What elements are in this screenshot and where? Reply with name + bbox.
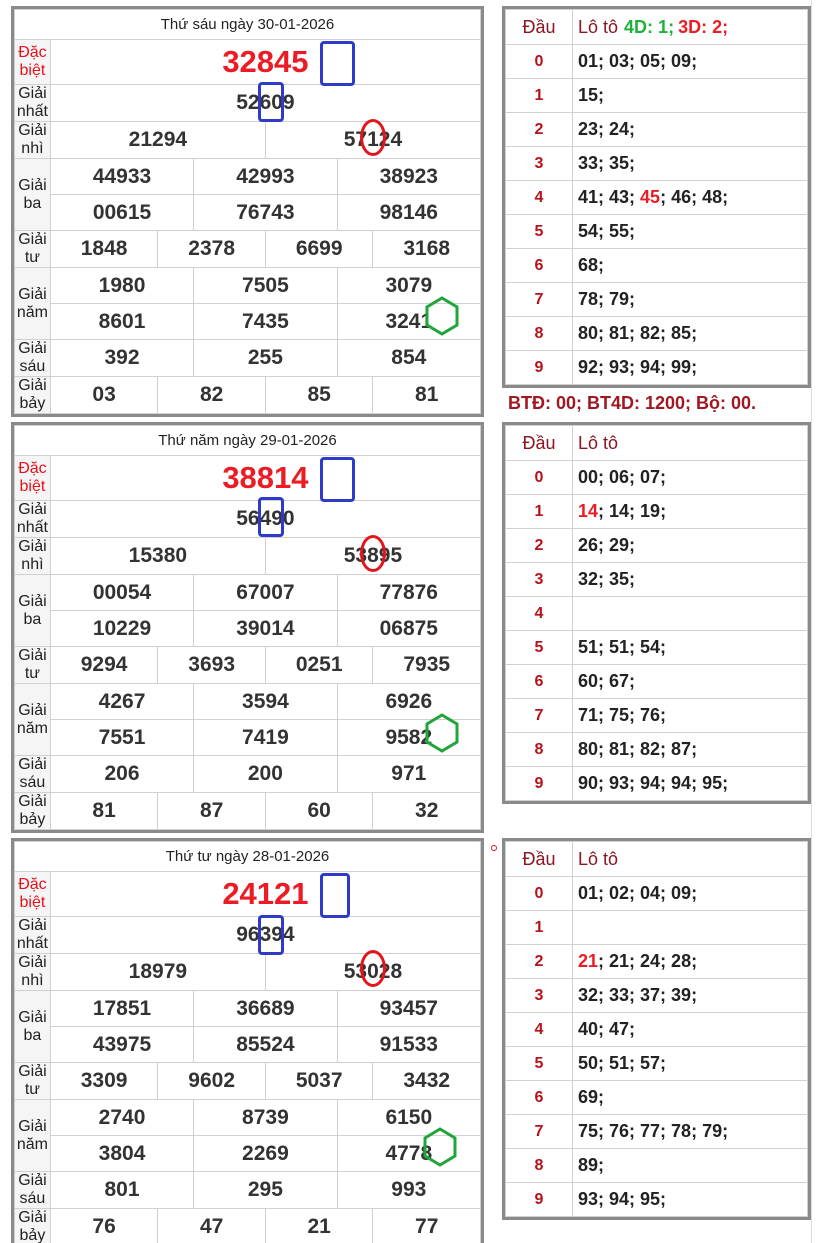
seventh-prize: 85 [265,377,373,414]
loto-dau-digit: 9 [506,351,573,385]
second-prize: 57124 [265,122,480,159]
loto-values [573,249,808,283]
loto-dau-digit: 5 [506,631,573,665]
page-edge-line [811,0,812,1243]
label-seventh: Giải bảy [15,1209,51,1243]
loto-dau-digit: 1 [506,495,573,529]
label-third: Giải ba [15,575,51,647]
label-third: Giải ba [15,159,51,231]
sixth-prize: 295 [194,1172,337,1209]
count-4d-badge: 4D: 1; [624,16,675,37]
loto-row [506,79,808,113]
loto-values [573,1013,808,1047]
loto-dau-digit: 4 [506,1013,573,1047]
loto-values [573,147,808,181]
first-prize: 56490 [50,501,480,538]
label-fourth: Giải tư [15,1063,51,1100]
loto-number-text: 68; [578,255,605,275]
first-prize: 96394 [50,917,480,954]
loto-number-text: 71; 75; 76; [578,705,667,725]
loto-row [506,563,808,597]
loto-values [573,597,808,631]
loto-number-text: 60; 67; [578,671,636,691]
loto-header-loto [573,842,808,877]
third-prize: 38923 [337,159,480,195]
third-prize: 42993 [194,159,337,195]
third-prize: 36689 [194,991,337,1027]
loto-values [573,283,808,317]
label-sixth: Giải sáu [15,340,51,377]
loto-special-number: 45 [640,187,661,207]
loto-header-dau: Đầu [506,426,573,461]
result-date-title: Thứ tư ngày 28-01-2026 [15,842,481,872]
loto-row [506,461,808,495]
loto-header-row [506,842,808,877]
loto-dau-digit: 5 [506,1047,573,1081]
seventh-prize: 21 [265,1209,373,1243]
fourth-prize: 1848 [50,231,158,268]
sixth-prize: 255 [194,340,337,377]
label-special: Đặc biệt [15,456,51,501]
loto-number-text: 15; [578,85,605,105]
fifth-prize: 7505 [194,268,337,304]
third-prize: 77876 [337,575,480,611]
special-prize: 24121 [50,872,480,917]
fourth-prize: 2378 [158,231,266,268]
loto-dau-digit: 1 [506,911,573,945]
fifth-prize: 7435 [194,304,337,340]
label-sixth: Giải sáu [15,1172,51,1209]
loto-row [506,147,808,181]
label-second: Giải nhì [15,122,51,159]
seventh-prize: 82 [158,377,266,414]
loto-number-text: ; 46; 48; [660,187,729,207]
loto-row [506,45,808,79]
fourth-prize: 3693 [158,647,266,684]
loto-values [573,495,808,529]
third-prize: 43975 [50,1027,193,1063]
loto-dau-digit: 4 [506,597,573,631]
seventh-prize: 03 [50,377,158,414]
sixth-prize: 392 [50,340,193,377]
loto-table [502,422,811,804]
loto-header-dau: Đầu [506,842,573,877]
seventh-prize: 87 [158,793,266,830]
loto-dau-digit: 6 [506,249,573,283]
loto-number-text: 93; 94; 95; [578,1189,667,1209]
fifth-prize: 3594 [194,684,337,720]
loto-dau-digit: 5 [506,215,573,249]
label-second: Giải nhì [15,538,51,575]
second-prize: 53028 [265,954,480,991]
loto-number-text: 69; [578,1087,605,1107]
loto-number-text: 54; 55; [578,221,636,241]
loto-number-text: 78; 79; [578,289,636,309]
third-prize: 39014 [194,611,337,647]
third-prize: 17851 [50,991,193,1027]
loto-row [506,767,808,801]
label-fifth: Giải năm [15,684,51,756]
loto-dau-digit: 3 [506,979,573,1013]
loto-row [506,597,808,631]
fifth-prize: 8601 [50,304,193,340]
loto-values [573,45,808,79]
loto-header-label: Lô tô [578,16,619,37]
loto-dau-digit: 9 [506,1183,573,1217]
loto-row [506,877,808,911]
small-dot-icon [491,845,497,851]
fifth-prize: 6926 [337,684,480,720]
loto-dau-digit: 7 [506,699,573,733]
loto-dau-digit: 2 [506,113,573,147]
fifth-prize: 4778 [337,1136,480,1172]
label-first: Giải nhất [15,85,51,122]
fourth-prize: 3309 [50,1063,158,1100]
loto-row [506,631,808,665]
fifth-prize: 8739 [194,1100,337,1136]
loto-dau-digit: 1 [506,79,573,113]
loto-dau-digit: 0 [506,45,573,79]
fifth-prize: 6150 [337,1100,480,1136]
loto-number-text: 80; 81; 82; 87; [578,739,698,759]
label-fourth: Giải tư [15,647,51,684]
loto-number-text: ; 21; 24; 28; [598,951,698,971]
loto-values [573,317,808,351]
label-fourth: Giải tư [15,231,51,268]
loto-values [573,767,808,801]
loto-number-text: 90; 93; 94; 94; 95; [578,773,729,793]
special-prize: 32845 [50,40,480,85]
loto-row [506,1183,808,1217]
loto-number-text: 51; 51; 54; [578,637,667,657]
sixth-prize: 854 [337,340,480,377]
result-date-title: Thứ sáu ngày 30-01-2026 [15,10,481,40]
loto-dau-digit: 8 [506,733,573,767]
loto-row [506,1115,808,1149]
special-prize: 38814 [50,456,480,501]
loto-row [506,249,808,283]
label-seventh: Giải bảy [15,793,51,830]
loto-dau-digit: 8 [506,317,573,351]
third-prize: 06875 [337,611,480,647]
loto-number-text: 01; 02; 04; 09; [578,883,698,903]
loto-row [506,1047,808,1081]
label-seventh: Giải bảy [15,377,51,414]
loto-row [506,911,808,945]
loto-values [573,699,808,733]
sixth-prize: 801 [50,1172,193,1209]
fourth-prize: 0251 [265,647,373,684]
loto-number-text: 92; 93; 94; 99; [578,357,698,377]
third-prize: 98146 [337,195,480,231]
second-prize: 18979 [50,954,265,991]
loto-values [573,733,808,767]
seventh-prize: 81 [50,793,158,830]
loto-dau-digit: 3 [506,147,573,181]
fourth-prize: 5037 [265,1063,373,1100]
loto-values [573,113,808,147]
loto-row [506,181,808,215]
third-prize: 91533 [337,1027,480,1063]
third-prize: 85524 [194,1027,337,1063]
loto-header-row [506,10,808,45]
loto-table [502,6,811,388]
loto-number-text: ; 14; 19; [598,501,667,521]
fifth-prize: 3804 [50,1136,193,1172]
loto-number-text: 32; 35; [578,569,636,589]
label-third: Giải ba [15,991,51,1063]
loto-special-number: 14 [578,501,599,521]
result-table [11,838,484,1243]
loto-values [573,631,808,665]
loto-dau-digit: 7 [506,1115,573,1149]
third-prize: 93457 [337,991,480,1027]
third-prize: 10229 [50,611,193,647]
loto-values [573,665,808,699]
loto-dau-digit: 7 [506,283,573,317]
second-prize: 21294 [50,122,265,159]
sixth-prize: 200 [194,756,337,793]
loto-row [506,1013,808,1047]
loto-number-text: 01; 03; 05; 09; [578,51,698,71]
loto-header-loto [573,426,808,461]
seventh-prize: 60 [265,793,373,830]
loto-row [506,945,808,979]
fourth-prize: 3432 [373,1063,481,1100]
loto-number-text: 75; 76; 77; 78; 79; [578,1121,729,1141]
loto-values [573,79,808,113]
loto-values [573,461,808,495]
fifth-prize: 3079 [337,268,480,304]
loto-dau-digit: 6 [506,665,573,699]
sixth-prize: 206 [50,756,193,793]
seventh-prize: 32 [373,793,481,830]
loto-row [506,1081,808,1115]
loto-number-text: 41; 43; [578,187,641,207]
fourth-prize: 6699 [265,231,373,268]
loto-row [506,979,808,1013]
fifth-prize: 2269 [194,1136,337,1172]
fifth-prize: 7551 [50,720,193,756]
loto-header-loto [573,10,808,45]
loto-header-label: Lô tô [578,432,619,453]
loto-values [573,351,808,385]
first-prize: 52609 [50,85,480,122]
loto-values [573,215,808,249]
loto-values [573,1183,808,1217]
loto-values [573,1047,808,1081]
loto-number-text: 00; 06; 07; [578,467,667,487]
loto-row [506,1149,808,1183]
loto-row [506,317,808,351]
second-prize: 15380 [50,538,265,575]
third-prize: 76743 [194,195,337,231]
third-prize: 67007 [194,575,337,611]
loto-dau-digit: 9 [506,767,573,801]
loto-header-dau: Đầu [506,10,573,45]
loto-number-text: 23; 24; [578,119,636,139]
loto-dau-digit: 6 [506,1081,573,1115]
loto-row [506,529,808,563]
label-second: Giải nhì [15,954,51,991]
fourth-prize: 9294 [50,647,158,684]
loto-header-row [506,426,808,461]
fifth-prize: 1980 [50,268,193,304]
third-prize: 44933 [50,159,193,195]
fifth-prize: 7419 [194,720,337,756]
loto-row [506,351,808,385]
loto-dau-digit: 4 [506,181,573,215]
fourth-prize: 3168 [373,231,481,268]
fifth-prize: 2740 [50,1100,193,1136]
loto-values [573,911,808,945]
loto-dau-digit: 0 [506,461,573,495]
loto-values [573,877,808,911]
result-table [11,422,484,833]
sixth-prize: 971 [337,756,480,793]
loto-values [573,181,808,215]
count-3d-badge: 3D: 2; [678,16,729,37]
label-first: Giải nhất [15,501,51,538]
loto-row [506,665,808,699]
seventh-prize: 47 [158,1209,266,1243]
loto-values [573,563,808,597]
loto-header-label: Lô tô [578,848,619,869]
fifth-prize: 4267 [50,684,193,720]
loto-dau-digit: 2 [506,529,573,563]
loto-values [573,1081,808,1115]
label-sixth: Giải sáu [15,756,51,793]
loto-number-text: 80; 81; 82; 85; [578,323,698,343]
loto-dau-digit: 8 [506,1149,573,1183]
third-prize: 00615 [50,195,193,231]
fourth-prize: 9602 [158,1063,266,1100]
result-date-title: Thứ năm ngày 29-01-2026 [15,426,481,456]
loto-dau-digit: 2 [506,945,573,979]
loto-values [573,945,808,979]
seventh-prize: 76 [50,1209,158,1243]
label-special: Đặc biệt [15,40,51,85]
btd-summary: BTĐ: 00; BT4D: 1200; Bộ: 00. [508,393,757,413]
loto-row [506,215,808,249]
label-special: Đặc biệt [15,872,51,917]
loto-dau-digit: 3 [506,563,573,597]
loto-number-text: 26; 29; [578,535,636,555]
loto-table [502,838,811,1220]
loto-row [506,699,808,733]
loto-row [506,495,808,529]
label-fifth: Giải năm [15,1100,51,1172]
loto-values [573,1149,808,1183]
loto-row [506,733,808,767]
loto-number-text: 50; 51; 57; [578,1053,667,1073]
seventh-prize: 81 [373,377,481,414]
loto-row [506,113,808,147]
loto-values [573,1115,808,1149]
fifth-prize: 9582 [337,720,480,756]
loto-dau-digit: 0 [506,877,573,911]
loto-row [506,283,808,317]
fifth-prize: 3241 [337,304,480,340]
result-table [11,6,484,417]
third-prize: 00054 [50,575,193,611]
second-prize: 53895 [265,538,480,575]
loto-number-text: 40; 47; [578,1019,636,1039]
label-first: Giải nhất [15,917,51,954]
loto-special-number: 21 [578,951,599,971]
sixth-prize: 993 [337,1172,480,1209]
label-fifth: Giải năm [15,268,51,340]
loto-values [573,529,808,563]
fourth-prize: 7935 [373,647,481,684]
loto-number-text: 89; [578,1155,605,1175]
loto-values [573,979,808,1013]
loto-number-text: 32; 33; 37; 39; [578,985,698,1005]
loto-number-text: 33; 35; [578,153,636,173]
seventh-prize: 77 [373,1209,481,1243]
